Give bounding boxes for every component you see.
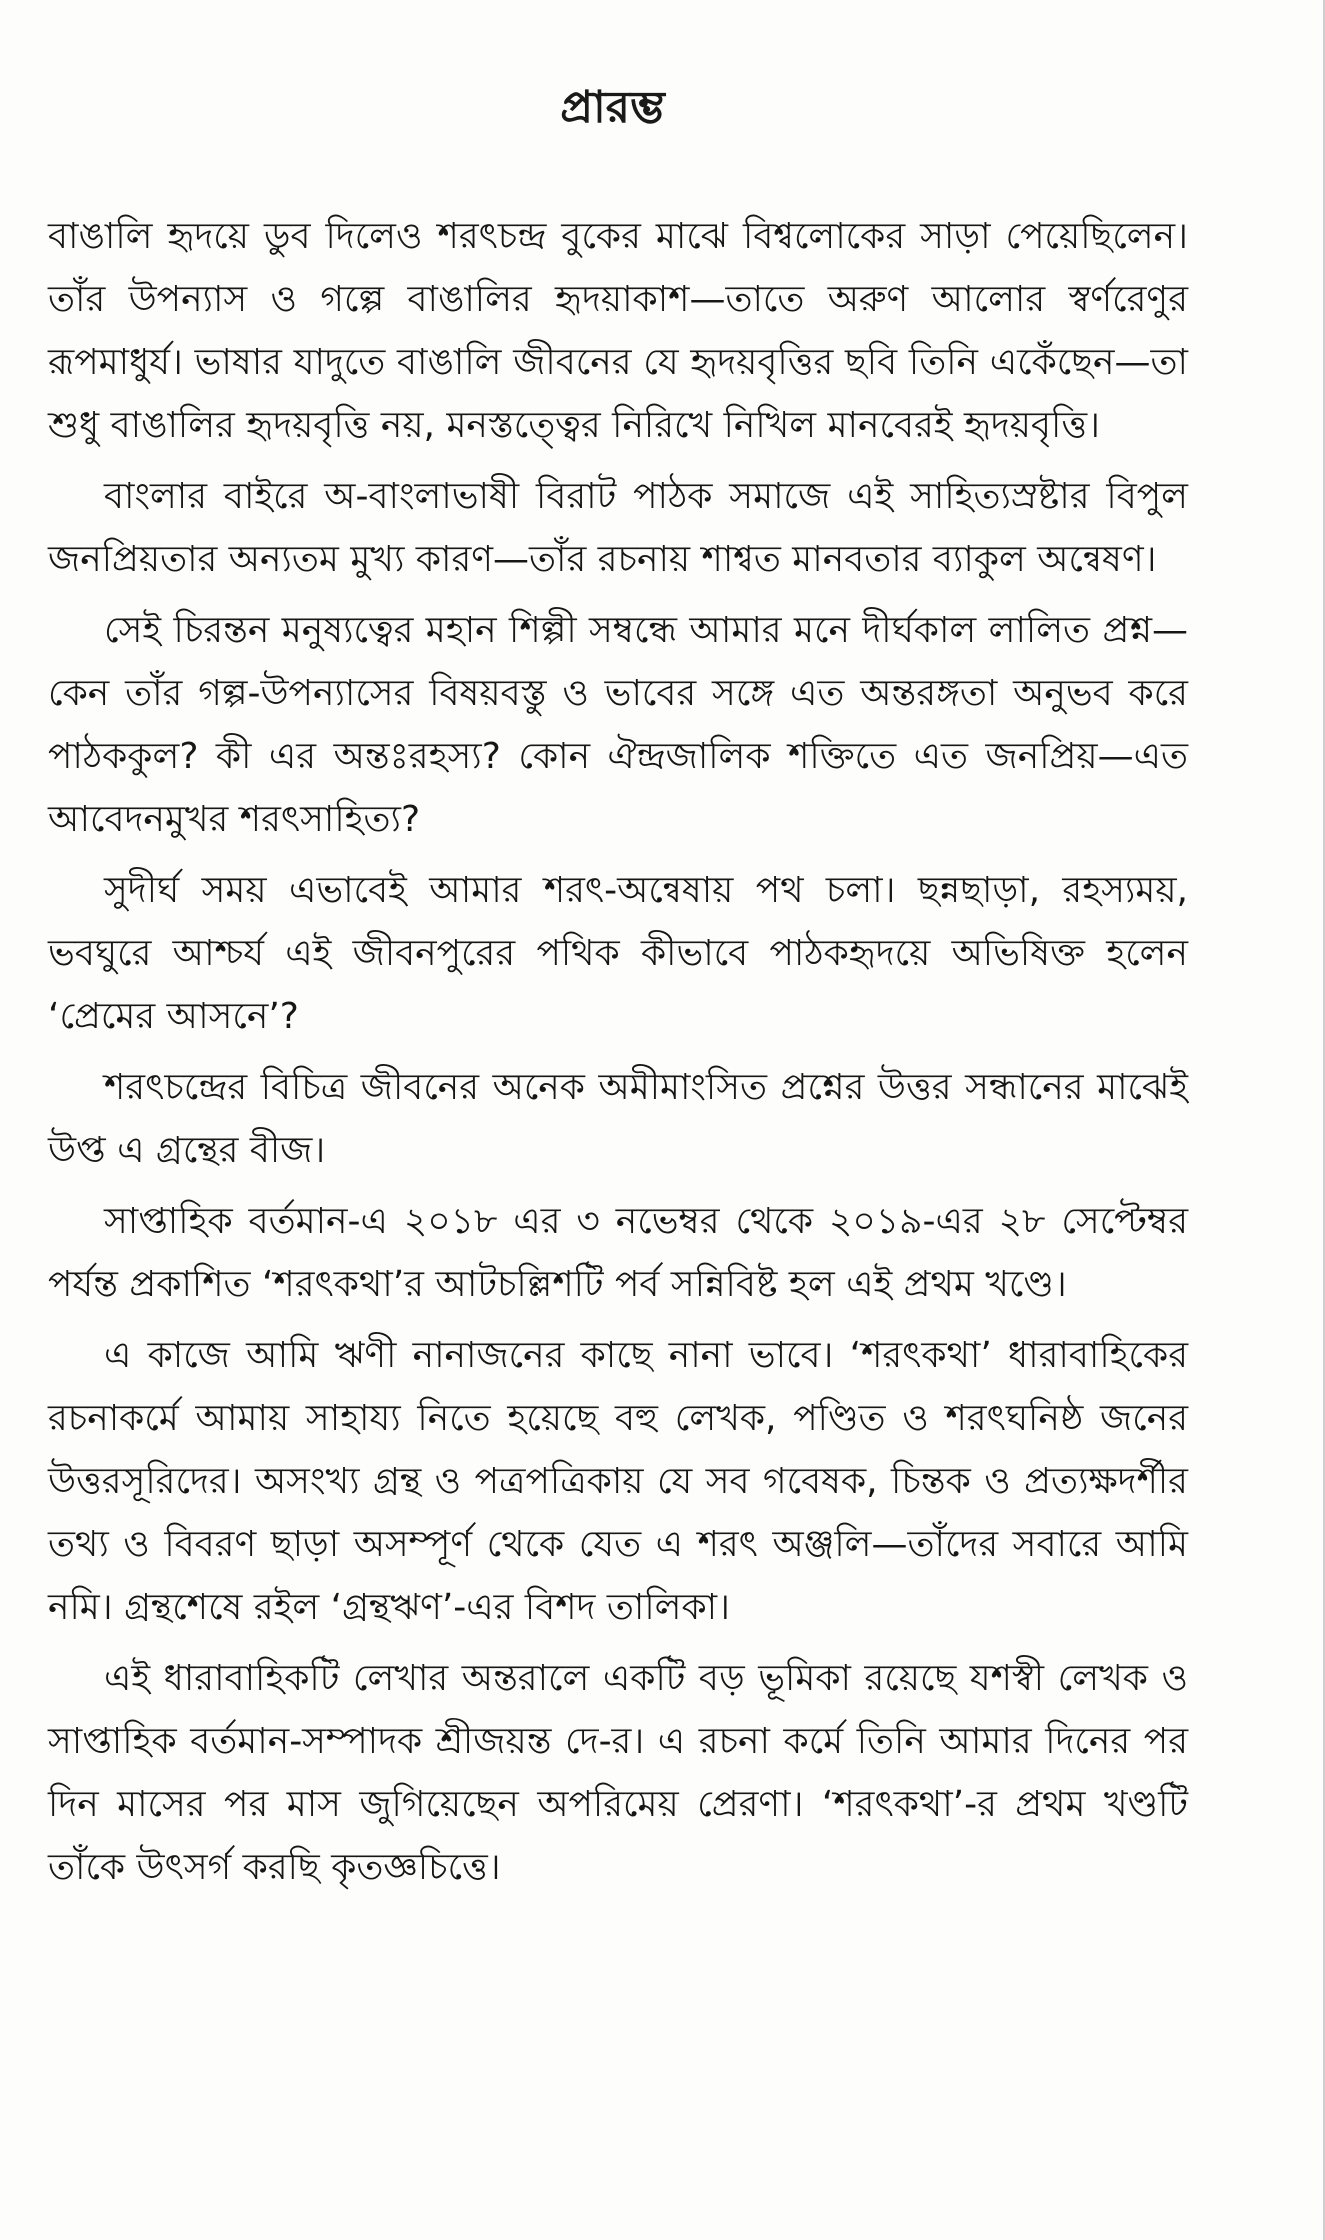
paragraph-2: বাংলার বাইরে অ-বাংলাভাষী বিরাট পাঠক সমাজে এই সাহিত্যস্রষ্টার বিপুল জনপ্রিয়তার অন্যতম মুখ্য কারণ—তাঁর রচনায় শাশ্বত মানবতার ব্যাকুল অন্বেষণ। <box>48 476 1188 580</box>
paragraph-4: সুদীর্ঘ সময় এভাবেই আমার শরৎ-অন্বেষায় পথ চলা। ছন্নছাড়া, রহস্যময়, ভবঘুরে আশ্চর্য এই জীবনপুরের পথিক কীভাবে পাঠকহৃদয়ে অভিষিক্ত হলেন ‘প্রেমের আসনে’? <box>48 870 1188 1037</box>
paragraph-8: এই ধারাবাহিকটি লেখার অন্তরালে একটি বড় ভূমিকা রয়েছে যশস্বী লেখক ও সাপ্তাহিক বর্তমান-সম্পাদক শ্রীজয়ন্ত দে-র। এ রচনা কর্মে তিনি আমার দিনের পর দিন মাসের পর মাস জুগিয়েছেন অপরিমেয় প্রেরণা। ‘শরৎকথা’-র প্রথম খণ্ডটি তাঁকে উৎসর্গ করছি কৃতজ্ঞচিত্তে। <box>48 1658 1188 1888</box>
paragraph-3: সেই চিরন্তন মনুষ্যত্বের মহান শিল্পী সম্বন্ধে আমার মনে দীর্ঘকাল লালিত প্রশ্ন—কেন তাঁর গল্প-উপন্যাসের বিষয়বস্তু ও ভাবের সঙ্গে এত অন্তরঙ্গতা অনুভব করে পাঠককুল? কী এর অন্তঃরহস্য? কোন ঐন্দ্রজালিক শক্তিতে এত জনপ্রিয়—এত আবেদনমুখর শরৎসাহিত্য? <box>48 610 1188 840</box>
paragraph-5: শরৎচন্দ্রের বিচিত্র জীবনের অনেক অমীমাংসিত প্রশ্নের উত্তর সন্ধানের মাঝেই উপ্ত এ গ্রন্থের বীজ। <box>48 1067 1188 1171</box>
body-text <box>48 205 1188 1907</box>
paragraph-6: সাপ্তাহিক বর্তমান-এ ২০১৮ এর ৩ নভেম্বর থেকে ২০১৯-এর ২৮ সেপ্টেম্বর পর্যন্ত প্রকাশিত ‘শরৎকথা’র আটচল্লিশটি পর্ব সন্নিবিষ্ট হল এই প্রথম খণ্ডে। <box>48 1201 1188 1305</box>
page-title: প্রারম্ভ <box>560 82 665 133</box>
paragraph-7: এ কাজে আমি ঋণী নানাজনের কাছে নানা ভাবে। ‘শরৎকথা’ ধারাবাহিকের রচনাকর্মে আমায় সাহায্য নিতে হয়েছে বহু লেখক, পণ্ডিত ও শরৎঘনিষ্ঠ জনের উত্তরসূরিদের। অসংখ্য গ্রন্থ ও পত্রপত্রিকায় যে সব গবেষক, চিন্তক ও প্রত্যক্ষদর্শীর তথ্য ও বিবরণ ছাড়া অসম্পূর্ণ থেকে যেত এ শরৎ অঞ্জলি—তাঁদের সবারে আমি নমি। গ্রন্থশেষে রইল ‘গ্রন্থঋণ’-এর বিশদ তালিকা। <box>48 1335 1188 1628</box>
paragraph-1: বাঙালি হৃদয়ে ডুব দিলেও শরৎচন্দ্র বুকের মাঝে বিশ্বলোকের সাড়া পেয়েছিলেন। তাঁর উপন্যাস ও গল্পে বাঙালির হৃদয়াকাশ—তাতে অরুণ আলোর স্বর্ণরেণুর রূপমাধুর্য। ভাষার যাদুতে বাঙালি জীবনের যে হৃদয়বৃত্তির ছবি তিনি একেঁছেন—তা শুধু বাঙালির হৃদয়বৃত্তি নয়, মনস্তত্ত্বের নিরিখে নিখিল মানবেরই হৃদয়বৃত্তি। <box>48 216 1188 446</box>
